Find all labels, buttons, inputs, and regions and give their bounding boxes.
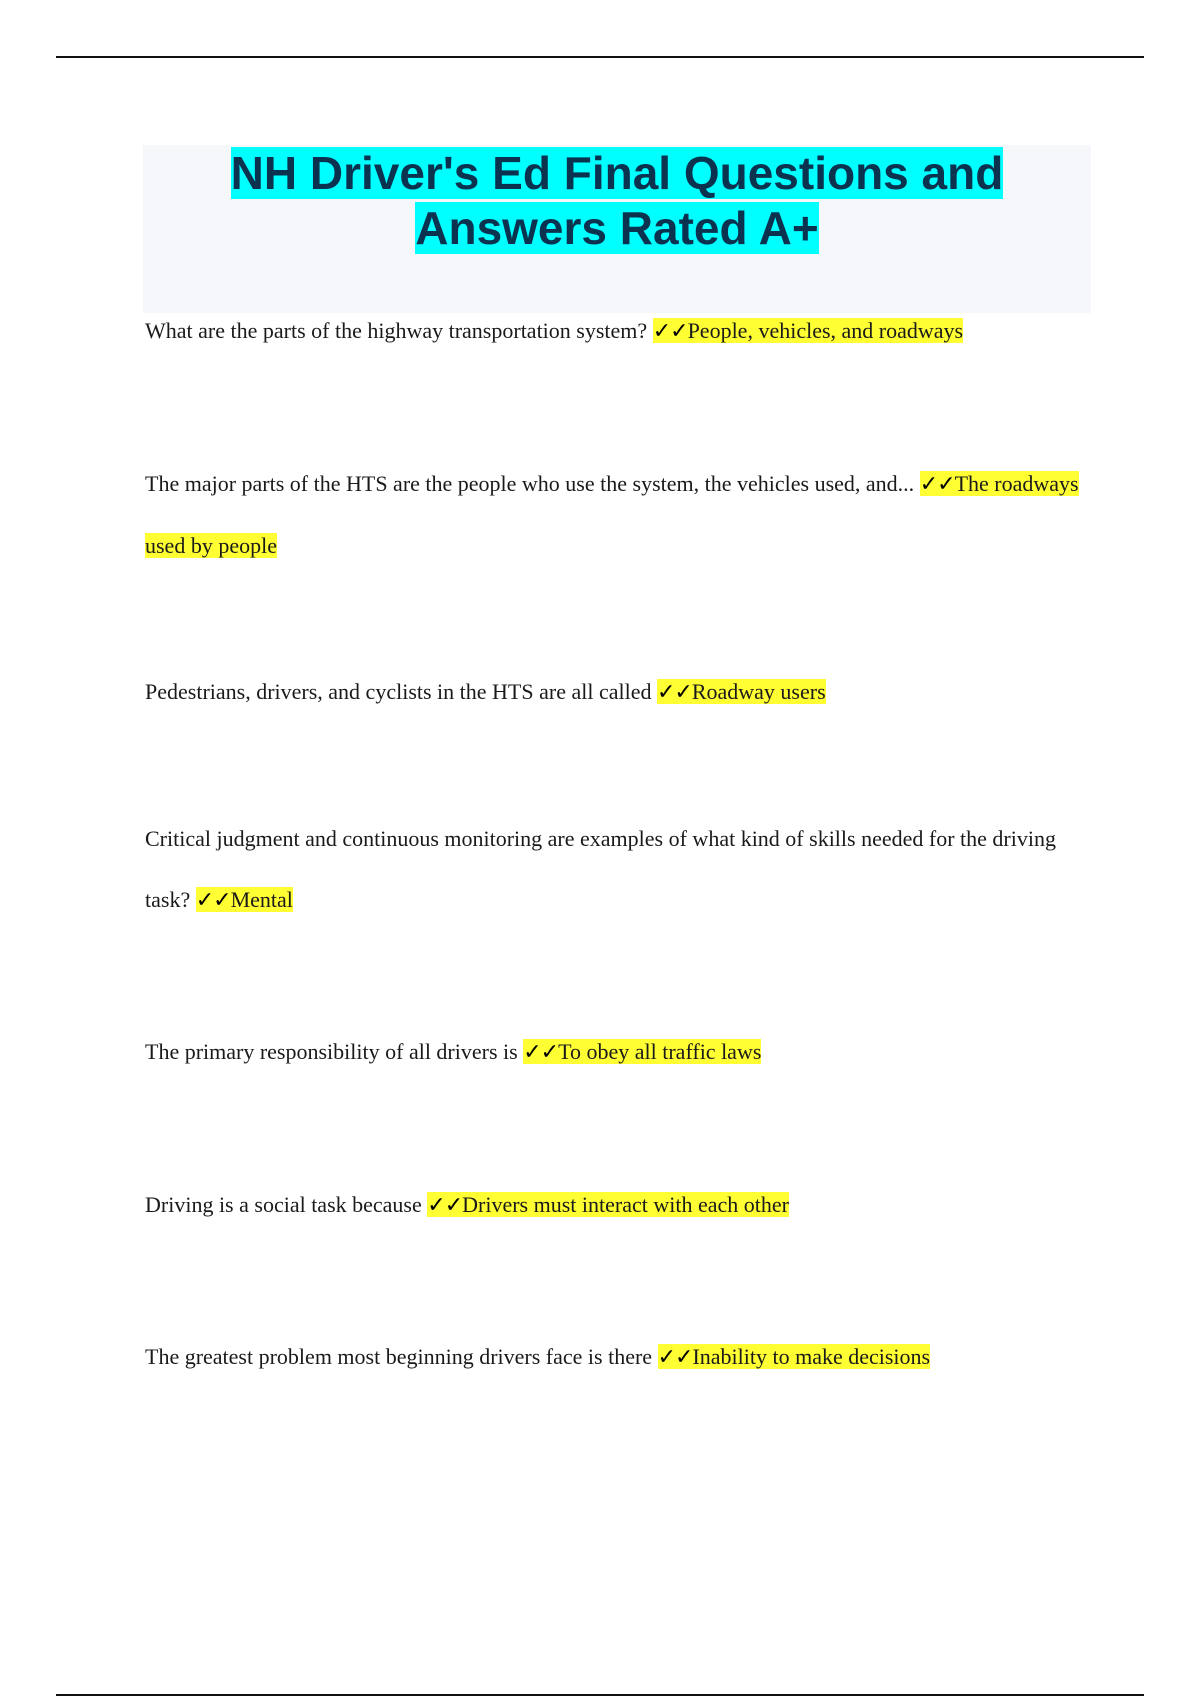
answer-highlight [427,1192,789,1217]
double-check-icon: ✓✓ [652,319,688,344]
answer-text: Mental [230,887,293,912]
title-line-2: Answers Rated A+ [415,202,819,254]
answer-text: The roadways used by people [145,471,1079,558]
question-text: What are the parts of the highway transportation system? [145,318,648,343]
bottom-rule [56,1694,1144,1696]
answer-highlight [653,318,963,343]
qa-item [145,661,1085,723]
answer-text: Inability to make decisions [692,1344,931,1369]
top-rule [56,56,1144,58]
qa-item [145,300,1085,362]
title-line-1: NH Driver's Ed Final Questions and [230,147,1004,199]
answer-highlight [523,1039,761,1064]
answer-highlight [658,1344,931,1369]
answer-text: Drivers must interact with each other [462,1192,789,1217]
question-text: The primary responsibility of all drivers is [145,1039,518,1064]
answer-highlight [196,887,293,912]
qa-item [145,1021,1085,1083]
answer-highlight [657,679,826,704]
double-check-icon: ✓✓ [195,888,231,913]
double-check-icon: ✓✓ [523,1040,559,1065]
question-text: Critical judgment and continuous monitoring are examples of what kind of skills needed for the driving task? [145,826,1056,912]
qa-item [145,808,1085,931]
double-check-icon: ✓✓ [656,680,692,705]
question-text: Driving is a social task because [145,1192,422,1217]
question-text: The greatest problem most beginning drivers face is there [145,1344,653,1369]
question-text: The major parts of the HTS are the people who use the system, the vehicles used, and... [145,471,915,496]
title-block [143,145,1091,313]
document-title [143,145,1091,256]
answer-text: People, vehicles, and roadways [687,318,964,343]
double-check-icon: ✓✓ [919,472,955,497]
double-check-icon: ✓✓ [657,1345,693,1370]
qa-item [145,453,1085,576]
answer-text: Roadway users [691,679,826,704]
qa-item [145,1326,1085,1388]
answer-text: To obey all traffic laws [558,1039,762,1064]
question-text: Pedestrians, drivers, and cyclists in the HTS are all called [145,679,652,704]
double-check-icon: ✓✓ [427,1193,463,1218]
qa-item [145,1174,1085,1236]
